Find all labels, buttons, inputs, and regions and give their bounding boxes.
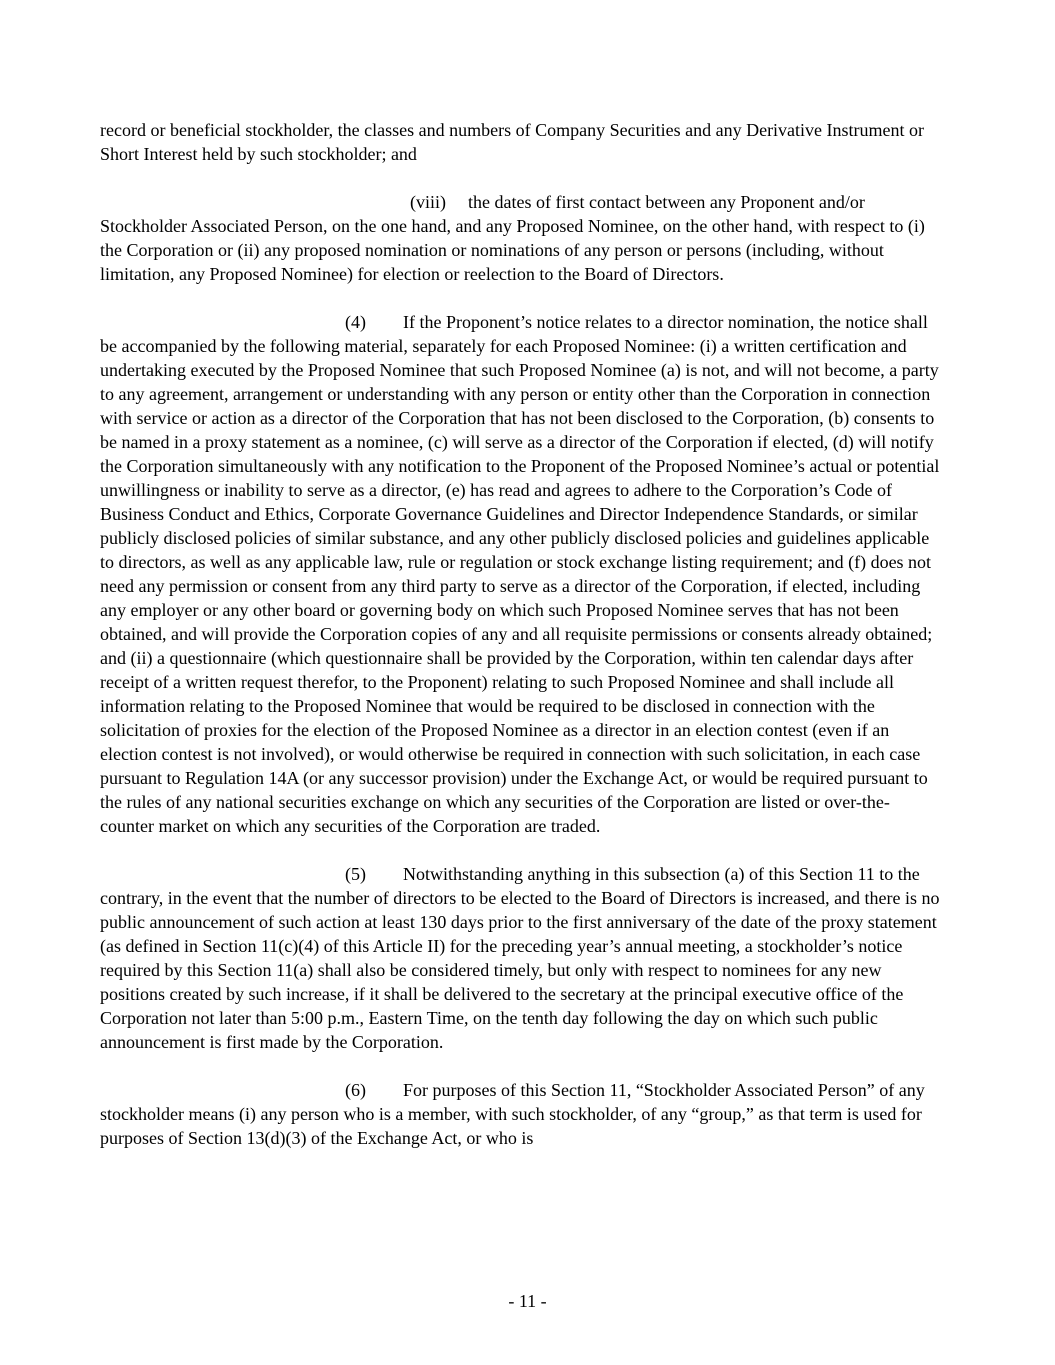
paragraph — [100, 310, 940, 838]
paragraph — [100, 190, 940, 286]
paragraph-label: (4) — [345, 312, 366, 332]
page-number: - 11 - — [508, 1291, 547, 1311]
paragraph-text: For purposes of this Section 11, “Stockholder Associated Person” of any stockholder means (i) any person who is a member, with such stockholder, of any “group,” as that term is used for purposes of Section 13(d)(3) of the Exchange Act, or who is — [100, 1080, 925, 1148]
paragraph-label: (5) — [345, 864, 366, 884]
paragraph-label: (viii) — [410, 192, 446, 212]
paragraph-label: (6) — [345, 1080, 366, 1100]
paragraph-text: the dates of first contact between any Proponent and/or Stockholder Associated Person, on the one hand, and any Proposed Nominee, on the other hand, with respect to (i) the Corporation or (ii) any proposed nomination or nominations of any person or persons (including, without limitation, any Proposed Nominee) for election or reelection to the Board of Directors. — [100, 192, 925, 284]
paragraph — [100, 118, 940, 166]
document-body — [100, 118, 940, 1150]
paragraph-text: Notwithstanding anything in this subsection (a) of this Section 11 to the contrary, in the event that the number of directors to be elected to the Board of Directors is increased, and there is no public announcement of such action at least 130 days prior to the first anniversary of the date of the proxy statement (as defined in Section 11(c)(4) of this Article II) for the preceding year’s annual meeting, a stockholder’s notice required by this Section 11(a) shall also be considered timely, but only with respect to nominees for any new positions created by such increase, if it shall be delivered to the secretary at the principal executive office of the Corporation not later than 5:00 p.m., Eastern Time, on the tenth day following the day on which such public announcement is first made by the Corporation. — [100, 864, 940, 1052]
paragraph — [100, 1078, 940, 1150]
paragraph — [100, 862, 940, 1054]
paragraph-text: record or beneficial stockholder, the classes and numbers of Company Securities and any Derivative Instrument or Short Interest held by such stockholder; and — [100, 120, 925, 164]
paragraph-text: If the Proponent’s notice relates to a director nomination, the notice shall be accompanied by the following material, separately for each Proposed Nominee: (i) a written certification and undertaking executed by the Proposed Nominee that such Proposed Nominee (a) is not, and will not become, a party to any agreement, arrangement or understanding with any person or entity other than the Corporation in connection with service or action as a director of the Corporation that has not been disclosed to the Corporation, (b) consents to be named in a proxy statement as a nominee, (c) will serve as a director of the Corporation if elected, (d) will notify the Corporation simultaneously with any notification to the Proponent of the Proposed Nominee’s actual or potential unwillingness or inability to serve as a director, (e) has read and agrees to adhere to the Corporation’s Code of Business Conduct and Ethics, Corporate Governance Guidelines and Director Independence Standards, or similar publicly disclosed policies of similar substance, and any other publicly disclosed policies and guidelines applicable to directors, as well as any applicable law, rule or regulation or stock exchange listing requirement; and (f) does not need any permission or consent from any third party to serve as a director of the Corporation, if elected, including any employer or any other board or governing body on which such Proposed Nominee serves that has not been obtained, and will provide the Corporation copies of any and all requisite permissions or consents already obtained; and (ii) a questionnaire (which questionnaire shall be provided by the Corporation, within ten calendar days after receipt of a written request therefor, to the Proponent) relating to such Proposed Nominee and shall include all information relating to the Proposed Nominee that would be required to be disclosed in connection with the solicitation of proxies for the election of the Proposed Nominee as a director in an election contest (even if an election contest is not involved), or would otherwise be required in connection with such solicitation, in each case pursuant to Regulation 14A (or any successor provision) under the Exchange Act, or would be required pursuant to the rules of any national securities exchange on which any securities of the Corporation are listed or over-the-counter market on which any securities of the Corporation are traded. — [100, 312, 940, 836]
